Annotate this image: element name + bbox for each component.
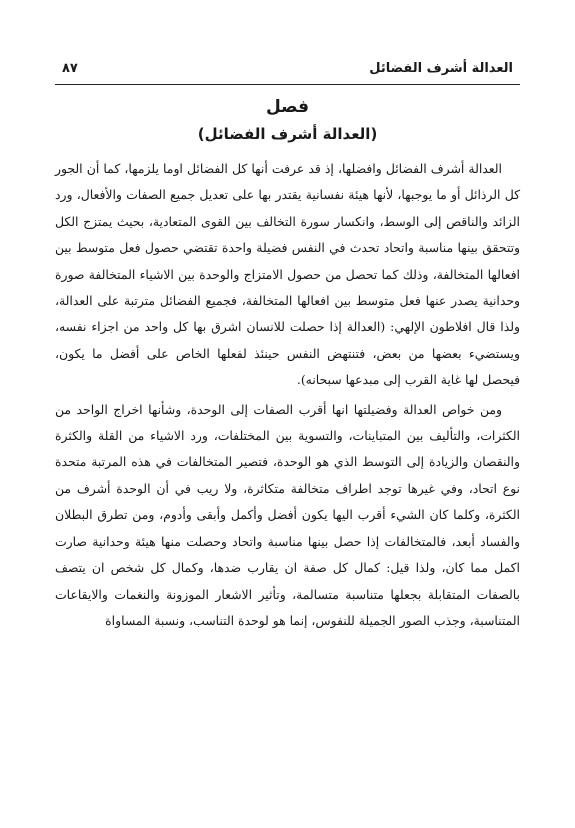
section-heading: فصل <box>265 97 310 117</box>
paragraph: ومن خواص العدالة وفضيلتها انها أقرب الصفات إلى الوحدة، وشأنها اخراج الواحد من الكثرات، والتأليف بين المتباينات، والتسوية بين المختلفات، ورد الاشياء من القلة والكثرة والنقصان والزيادة إلى التوسط الذي هو الوحدة، فتصير المتخالفات في هذه المرتبة متحدة نوع اتحاد، وفي غيرها توجد اطراف متخالفة متكاثرة، ولا ريب في أن الوحدة أشرف من الكثرة، وكلما كان الشيء أقرب اليها يكون أفضل وأكمل وأبقى وأدوم، ومن تطرق البطلان والفساد أبعد، فالمتخالفات إذا حصل بينها مناسبة واتحاد وحصلت منها هيئة وحدانية صارت اكمل مما كان، ولذا قيل: كمال كل صفة ان يقارب ضدها، وكمال كل شخص ان يتصف بالصفات المتقابلة بجعلها متناسبة متسالمة، وتأثير الاشعار الموزونة والنغمات والايقاعات المتناسبة، وجذب الصور الجميلة للنفوس، إنما هو لوحدة التناسب، ونسبة المساواة <box>55 401 520 628</box>
section-subheading: (العدالة أشرف الفضائل) <box>197 125 378 143</box>
paragraph: العدالة أشرف الفضائل وافضلها، إذ قد عرفت أنها كل الفضائل اوما يلزمها، كما أن الجور كل الرذائل أو ما يوجبها، لأنها هيئة نفسانية يقتدر بها على تعديل جميع الصفات والأفعال، ورد الزائد والناقص إلى الوسط، وانكسار سورة التخالف بين القوى المتعادية، بحيث يمتزج الكل وتتحقق بينها مناسبة واتحاد تحدث في النفس فضيلة واحدة تقتضي حصول فعل متوسط بين افعالها المتخالفة، وذلك كما تحصل من حصول الامتزاج والوحدة بين الاشياء المتخالفة صورة وحدانية يصدر عنها فعل متوسط بين افعالها المتخالفة، فجميع الفضائل مترتبة على العدالة، ولذا قال افلاطون الإلهي: (العدالة إذا حصلت للانسان اشرق بها كل واحد من اجزاء نفسه، ويستضيء بعضها من بعض، فتنتهض النفس حينئذ لفعلها الخاص على أفضل ما يكون، فيحصل لها غاية القرب إلى مبدعها سبحانه). <box>55 161 520 388</box>
running-title: العدالة أشرف الفضائل <box>369 60 513 76</box>
body-text <box>55 156 520 634</box>
running-header <box>62 56 513 80</box>
page-number: ٨٧ <box>62 60 78 76</box>
header-rule <box>55 84 520 85</box>
